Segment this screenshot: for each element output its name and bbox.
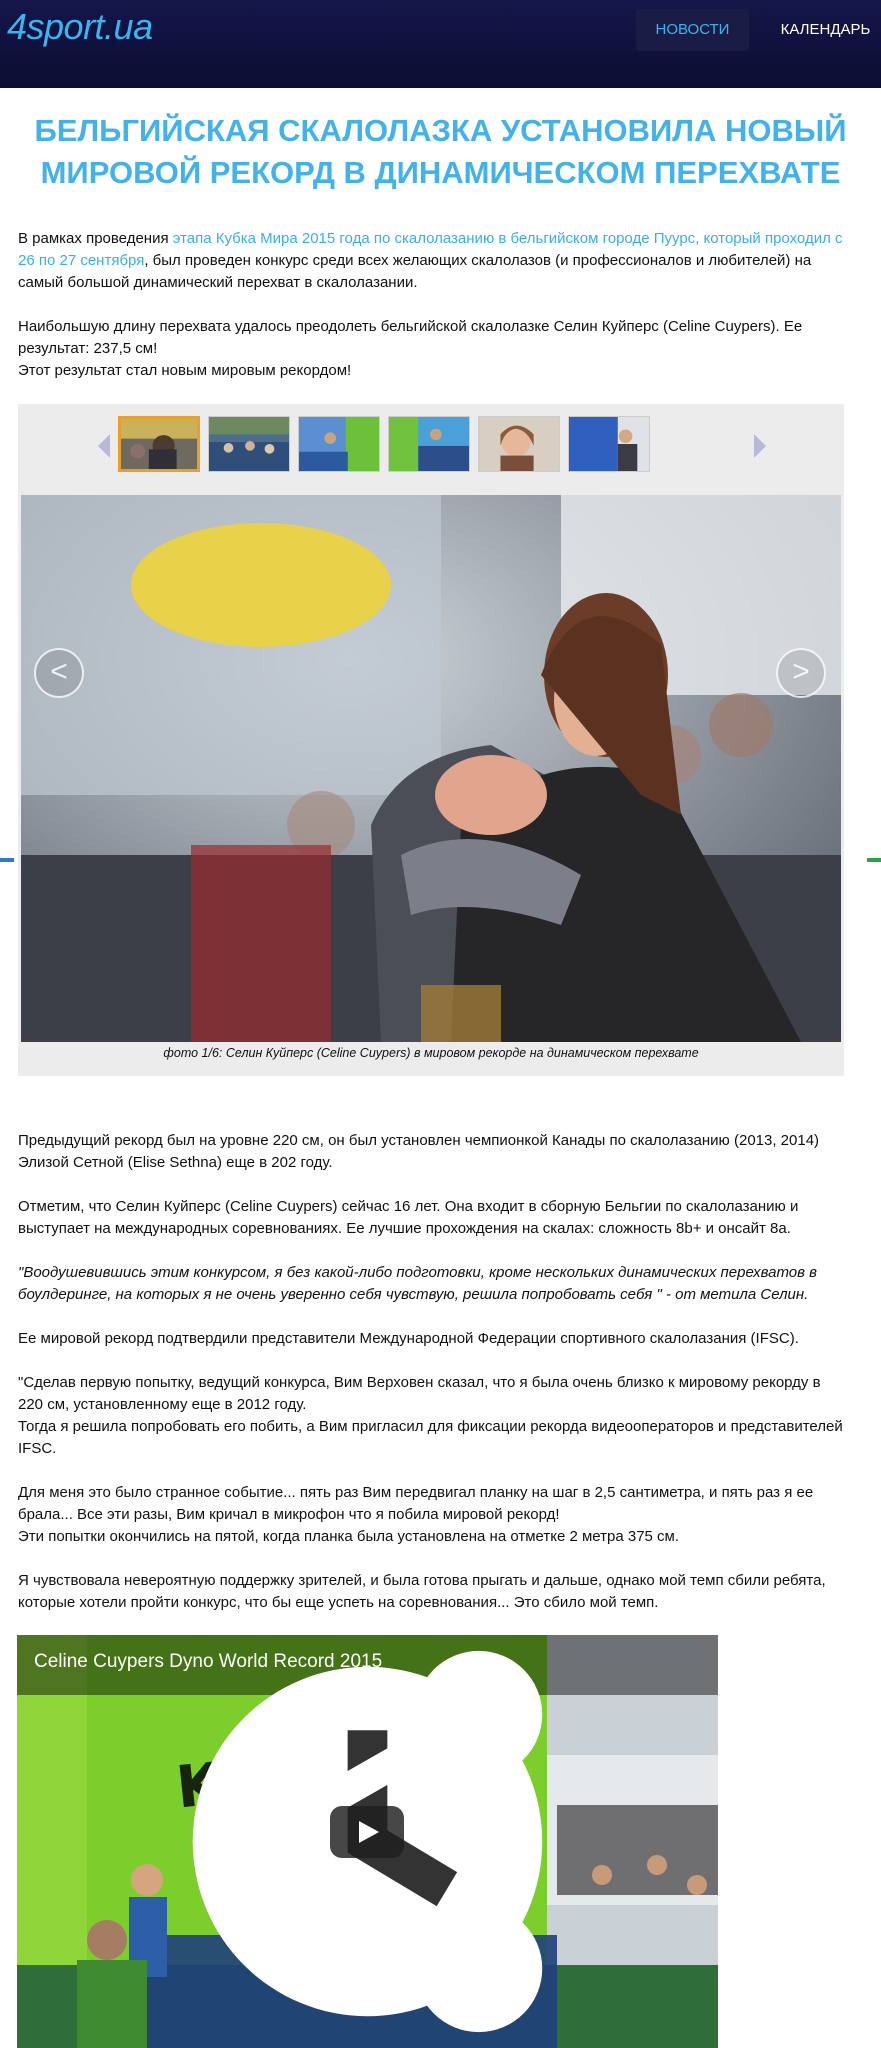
gallery-thumbnail[interactable] — [568, 416, 650, 472]
gallery-thumbnail[interactable] — [298, 416, 380, 472]
gallery-thumbnail[interactable] — [118, 416, 200, 472]
article-paragraph: Предыдущий рекорд был на уровне 220 см, он был установлен чемпионкой Канады по скалолазанию (2013, 2014) Элизой Сетной (Elise Sethna) еще в 202 году. — [18, 1132, 820, 1171]
gallery-thumbnail[interactable] — [208, 416, 290, 472]
result-line: Наибольшую длину перехвата удалось преодолеть бельгийской скалолазке Селин Куйперс (Celine Cuypers). Ее результат: 237,5 см! — [18, 318, 803, 357]
quote-line: Эти попытки окончились на пятой, когда планка была установлена на отметке 2 метра 375 см. — [18, 1528, 680, 1545]
intro-text-after: , был проведен конкурс среди всех желающих скалолазов (и профессионалов и любителей) на самый большой динамический перехват в скалолазании. — [18, 252, 812, 291]
article-paragraph: Отметим, что Селин Куйперс (Celine Cuypers) сейчас 16 лет. Она входит в сборную Бельгии по скалолазанию и выступает на международных соревнованиях. Ее лучшие прохождения на скалах: сложность 8b+ и онсайт 8a. — [18, 1198, 799, 1237]
gallery-thumbnail[interactable] — [478, 416, 560, 472]
quote-line: "Сделав первую попытку, ведущий конкурса, Вим Верховен сказал, что я была очень близко к мировому рекорду в 220 см, установленному еще в 2012 году. — [18, 1374, 821, 1413]
site-header — [0, 0, 881, 88]
article-paragraph: Ее мировой рекорд подтвердили представители Международной Федерации спортивного скалолазания (IFSC). — [18, 1330, 799, 1347]
thumbnail-strip — [18, 404, 844, 492]
article-paragraph — [18, 1482, 848, 1548]
record-line: Этот результат стал новым мировым рекордом! — [18, 362, 352, 379]
article-intro — [18, 228, 848, 294]
thumbs-next-icon[interactable] — [754, 434, 766, 458]
main-photo — [21, 495, 841, 1042]
article-paragraph: Я чувствовала невероятную поддержку зрителей, и была готова прыгать и дальше, однако мой темп сбили ребята, которые хотели пройти конкурс, что бы еще успеть на соревнования... Это сбило мой темп. — [18, 1572, 826, 1611]
photo-next-icon[interactable]: > — [776, 648, 826, 698]
intro-text-before: В рамках проведения — [18, 230, 173, 247]
thumbs-prev-icon[interactable] — [98, 434, 110, 458]
site-logo[interactable]: 4sport.ua — [7, 6, 153, 47]
gallery-thumbnail[interactable] — [388, 416, 470, 472]
nav-calendar[interactable]: КАЛЕНДАРЬ — [780, 21, 871, 38]
right-edge-marker — [867, 858, 881, 862]
video-player[interactable] — [17, 1635, 718, 2048]
article-paragraph-result — [18, 316, 848, 382]
nav-news[interactable]: НОВОСТИ — [636, 9, 749, 51]
photo-caption: фото 1/6: Селин Куйперс (Celine Cuypers) в мировом рекорде на динамическом перехвате — [163, 1046, 699, 1060]
play-icon[interactable] — [330, 1806, 404, 1858]
article-quote: "Воодушевившись этим конкурсом, я без какой-либо подготовки, кроме нескольких динамических перехватов в боулдеринге, на которых я не очень уверенно себя чувствую, решила попробовать себя " - от метила Селин. — [18, 1264, 817, 1303]
quote-line: Для меня это было странное событие... пять раз Вим передвигал планку на шаг в 2,5 сантиметра, и пять раз я ее брала... Все эти разы, Вим кричал в микрофон что я побила мировой рекорд! — [18, 1484, 814, 1523]
article-title: БЕЛЬГИЙСКАЯ СКАЛОЛАЗКА УСТАНОВИЛА НОВЫЙ МИРОВОЙ РЕКОРД В ДИНАМИЧЕСКОМ ПЕРЕХВАТЕ — [34, 113, 847, 190]
article-paragraph — [18, 1372, 848, 1460]
intro-link[interactable]: этапа Кубка Мира 2015 года по скалолазанию в бельгийском городе Пуурс, который проходил с 26 по 27 сентября — [18, 230, 843, 269]
left-edge-marker — [0, 858, 14, 862]
video-title[interactable]: Celine Cuypers Dyno World Record 2015 — [34, 1651, 383, 1672]
photo-prev-icon[interactable]: < — [34, 648, 84, 698]
photo-gallery — [18, 404, 844, 1076]
quote-line: Тогда я решила попробовать его побить, а Вим пригласил для фиксации рекорда видеооператоров и представителей IFSC. — [18, 1418, 843, 1457]
